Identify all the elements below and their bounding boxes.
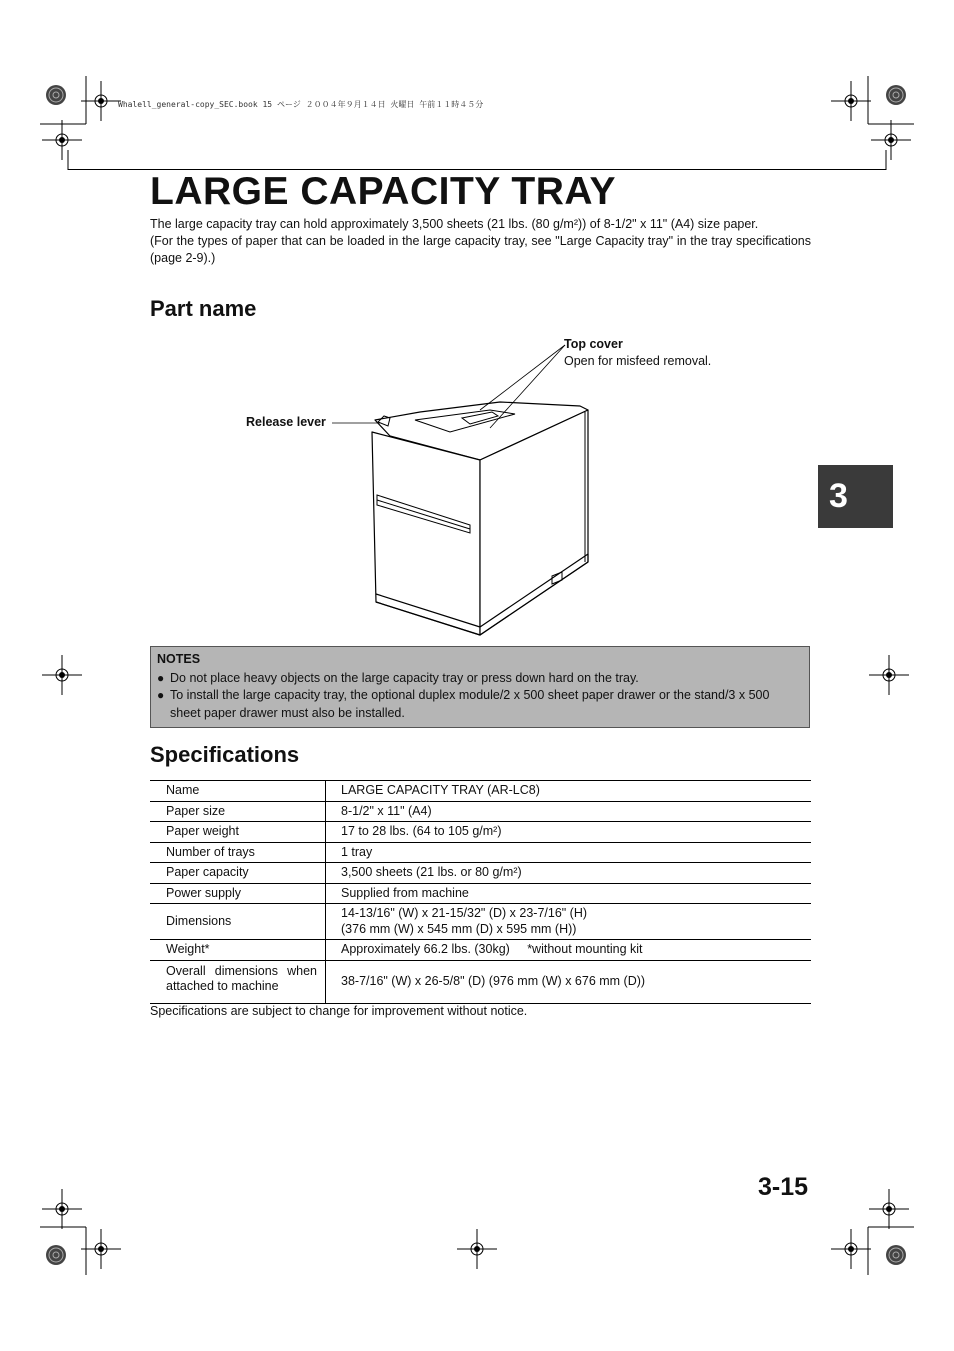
spec-value-line: 14-13/16" (W) x 21-15/32" (D) x 23-7/16" (H) [341, 906, 588, 920]
spec-key: Paper weight [150, 822, 326, 843]
table-row [150, 801, 811, 822]
top-cover-callout [564, 336, 711, 370]
spec-key: Name [150, 781, 326, 802]
spec-key-line: attached to machine [166, 979, 279, 993]
table-row [150, 883, 811, 904]
spec-value: 38-7/16" (W) x 26-5/8" (D) (976 mm (W) x 676 mm (D)) [326, 960, 812, 1003]
spec-key [150, 960, 326, 1003]
table-row [150, 781, 811, 802]
intro-line-2: (For the types of paper that can be loaded in the large capacity tray, see "Large Capacity tray" in the tray specifications (page 2-9).) [150, 234, 811, 265]
spec-value: 1 tray [326, 842, 812, 863]
spec-value: Approximately 66.2 lbs. (30kg) *without mounting kit [326, 940, 812, 961]
tray-front-face [372, 432, 480, 635]
tray-illustration [330, 340, 610, 640]
spec-key: Power supply [150, 883, 326, 904]
notes-box [150, 646, 810, 728]
note-text: To install the large capacity tray, the optional duplex module/2 x 500 sheet paper drawer or the stand/3 x 500 sheet paper drawer must also be installed. [170, 688, 770, 720]
notes-title: NOTES [157, 652, 201, 666]
page-title: LARGE CAPACITY TRAY [150, 170, 616, 213]
top-cover-leader-a [480, 345, 565, 410]
table-row [150, 863, 811, 884]
spec-key: Number of trays [150, 842, 326, 863]
spec-value: 8-1/2" x 11" (A4) [326, 801, 812, 822]
note-item [157, 687, 803, 722]
intro-line-1: The large capacity tray can hold approximately 3,500 sheets (21 lbs. (80 g/m²)) of 8-1/2" x 11" (A4) size paper. [150, 217, 759, 231]
specifications-table [150, 780, 811, 1004]
note-item [157, 670, 803, 688]
bullet-icon: ● [157, 670, 165, 685]
printer-mark: Whalell_general-copy_SEC.book 15 ページ ２００４年９月１４日 火曜日 午前１１時４５分 [118, 100, 484, 109]
top-cover-description: Open for misfeed removal. [564, 354, 712, 368]
spec-value: 17 to 28 lbs. (64 to 105 g/m²) [326, 822, 812, 843]
table-row [150, 940, 811, 961]
spec-key: Dimensions [150, 904, 326, 940]
bullet-icon: ● [157, 688, 165, 702]
spec-value [326, 904, 812, 940]
table-row [150, 960, 811, 1003]
top-cover-label: Top cover [564, 337, 623, 351]
specifications-footnote: Specifications are subject to change for improvement without notice. [150, 1004, 528, 1018]
spec-key-line: Overall dimensions when [166, 963, 317, 978]
release-lever-callout [246, 414, 326, 431]
chapter-tab: 3 [818, 465, 893, 528]
spec-value: LARGE CAPACITY TRAY (AR-LC8) [326, 781, 812, 802]
spec-value: 3,500 sheets (21 lbs. or 80 g/m²) [326, 863, 812, 884]
release-lever-label: Release lever [246, 415, 326, 429]
specifications-heading: Specifications [150, 742, 300, 767]
spec-key: Paper capacity [150, 863, 326, 884]
spec-key: Paper size [150, 801, 326, 822]
intro-text [150, 216, 811, 267]
spec-value: Supplied from machine [326, 883, 812, 904]
note-text: Do not place heavy objects on the large capacity tray or press down hard on the tray. [170, 670, 639, 685]
part-name-heading: Part name [150, 296, 257, 321]
table-row [150, 822, 811, 843]
table-row [150, 842, 811, 863]
spec-key: Weight* [150, 940, 326, 961]
table-row [150, 904, 811, 940]
page-number: 3-15 [758, 1173, 809, 1201]
spec-value-line: (376 mm (W) x 545 mm (D) x 595 mm (H)) [341, 921, 577, 936]
